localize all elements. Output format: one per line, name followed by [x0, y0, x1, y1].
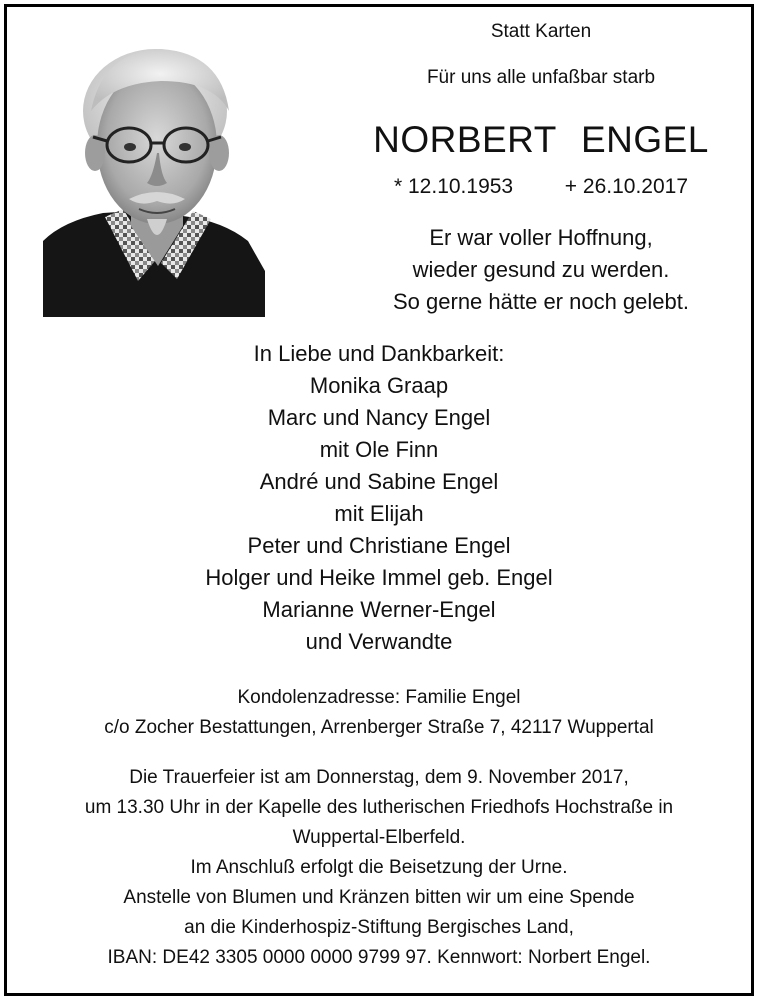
- portrait-illustration: [43, 41, 265, 317]
- quote-line-3: So gerne hätte er noch gelebt.: [393, 289, 689, 314]
- ceremony-line: Die Trauerfeier ist am Donnerstag, dem 9. November 2017,: [129, 767, 629, 788]
- header-block: [329, 7, 753, 327]
- family-member: und Verwandte: [305, 629, 453, 654]
- address-line-1: Kondolenzadresse: Familie Engel: [237, 687, 521, 708]
- deceased-name: NORBERT ENGEL: [373, 119, 709, 160]
- statt-karten: Statt Karten: [490, 21, 592, 42]
- portrait-photo: [43, 41, 265, 317]
- address-block: [7, 687, 751, 747]
- obituary-notice: [4, 4, 754, 996]
- life-dates: [329, 175, 753, 199]
- family-member: mit Elijah: [334, 501, 424, 526]
- family-member: mit Ole Finn: [319, 437, 439, 462]
- family-member: Marc und Nancy Engel: [267, 405, 491, 430]
- ceremony-line: Anstelle von Blumen und Kränzen bitten wir um eine Spende: [123, 887, 635, 908]
- ceremony-line: IBAN: DE42 3305 0000 0000 9799 97. Kennwort: Norbert Engel.: [107, 947, 651, 968]
- ceremony-line: an die Kinderhospiz-Stiftung Bergisches Land,: [184, 917, 574, 938]
- quote-line-1: Er war voller Hoffnung,: [429, 225, 653, 250]
- family-member: Monika Graap: [309, 373, 449, 398]
- family-block: [7, 341, 751, 661]
- family-member: Holger und Heike Immel geb. Engel: [205, 565, 553, 590]
- ceremony-line: Wuppertal-Elberfeld.: [292, 827, 466, 848]
- family-member: Peter und Christiane Engel: [247, 533, 511, 558]
- ceremony-block: [7, 767, 751, 977]
- family-intro: In Liebe und Dankbarkeit:: [253, 341, 505, 366]
- family-member: Marianne Werner-Engel: [262, 597, 496, 622]
- ceremony-line: um 13.30 Uhr in der Kapelle des lutherischen Friedhofs Hochstraße in: [84, 797, 674, 818]
- family-member: André und Sabine Engel: [259, 469, 499, 494]
- ceremony-line: Im Anschluß erfolgt die Beisetzung der Urne.: [190, 857, 568, 878]
- address-line-2: c/o Zocher Bestattungen, Arrenberger Straße 7, 42117 Wuppertal: [104, 717, 654, 738]
- intro-text: Für uns alle unfaßbar starb: [426, 67, 656, 88]
- quote-line-2: wieder gesund zu werden.: [412, 257, 670, 282]
- birth-date: * 12.10.1953: [394, 175, 514, 198]
- death-date: + 26.10.2017: [564, 175, 688, 198]
